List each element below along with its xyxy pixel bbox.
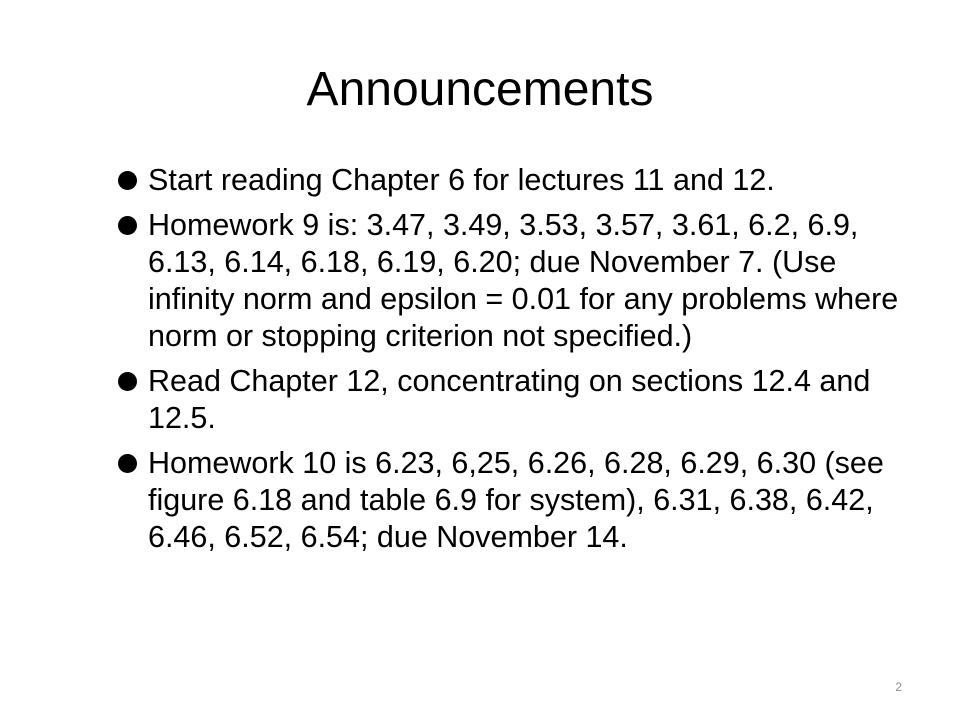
bullet-item bbox=[118, 363, 918, 437]
bullet-dot-icon bbox=[118, 216, 137, 235]
slide-title: Announcements bbox=[306, 63, 654, 116]
bullet-list bbox=[118, 162, 918, 564]
bullet-dot-icon bbox=[118, 454, 137, 473]
bullet-text: Read Chapter 12, concentrating on sections 12.4 and 12.5. bbox=[148, 364, 871, 435]
bullet-item bbox=[118, 162, 918, 199]
bullet-text: Homework 10 is 6.23, 6,25, 6.26, 6.28, 6.29, 6.30 (see figure 6.18 and table 6.9 for system), 6.31, 6.38, 6.42, 6.46, 6.52, 6.54; due November 14. bbox=[148, 446, 884, 554]
bullet-text: Homework 9 is: 3.47, 3.49, 3.53, 3.57, 3.61, 6.2, 6.9, 6.13, 6.14, 6.18, 6.19, 6.20; due November 7. (Use infinity norm and epsilon = 0.01 for any problems where norm or stopping criterion not specified.) bbox=[148, 208, 899, 353]
bullet-dot-icon bbox=[118, 171, 137, 190]
bullet-text: Start reading Chapter 6 for lectures 11 and 12. bbox=[148, 163, 775, 197]
bullet-dot-icon bbox=[118, 372, 137, 391]
page-number: 2 bbox=[895, 680, 902, 694]
bullet-item bbox=[118, 207, 918, 355]
bullet-item bbox=[118, 445, 918, 556]
